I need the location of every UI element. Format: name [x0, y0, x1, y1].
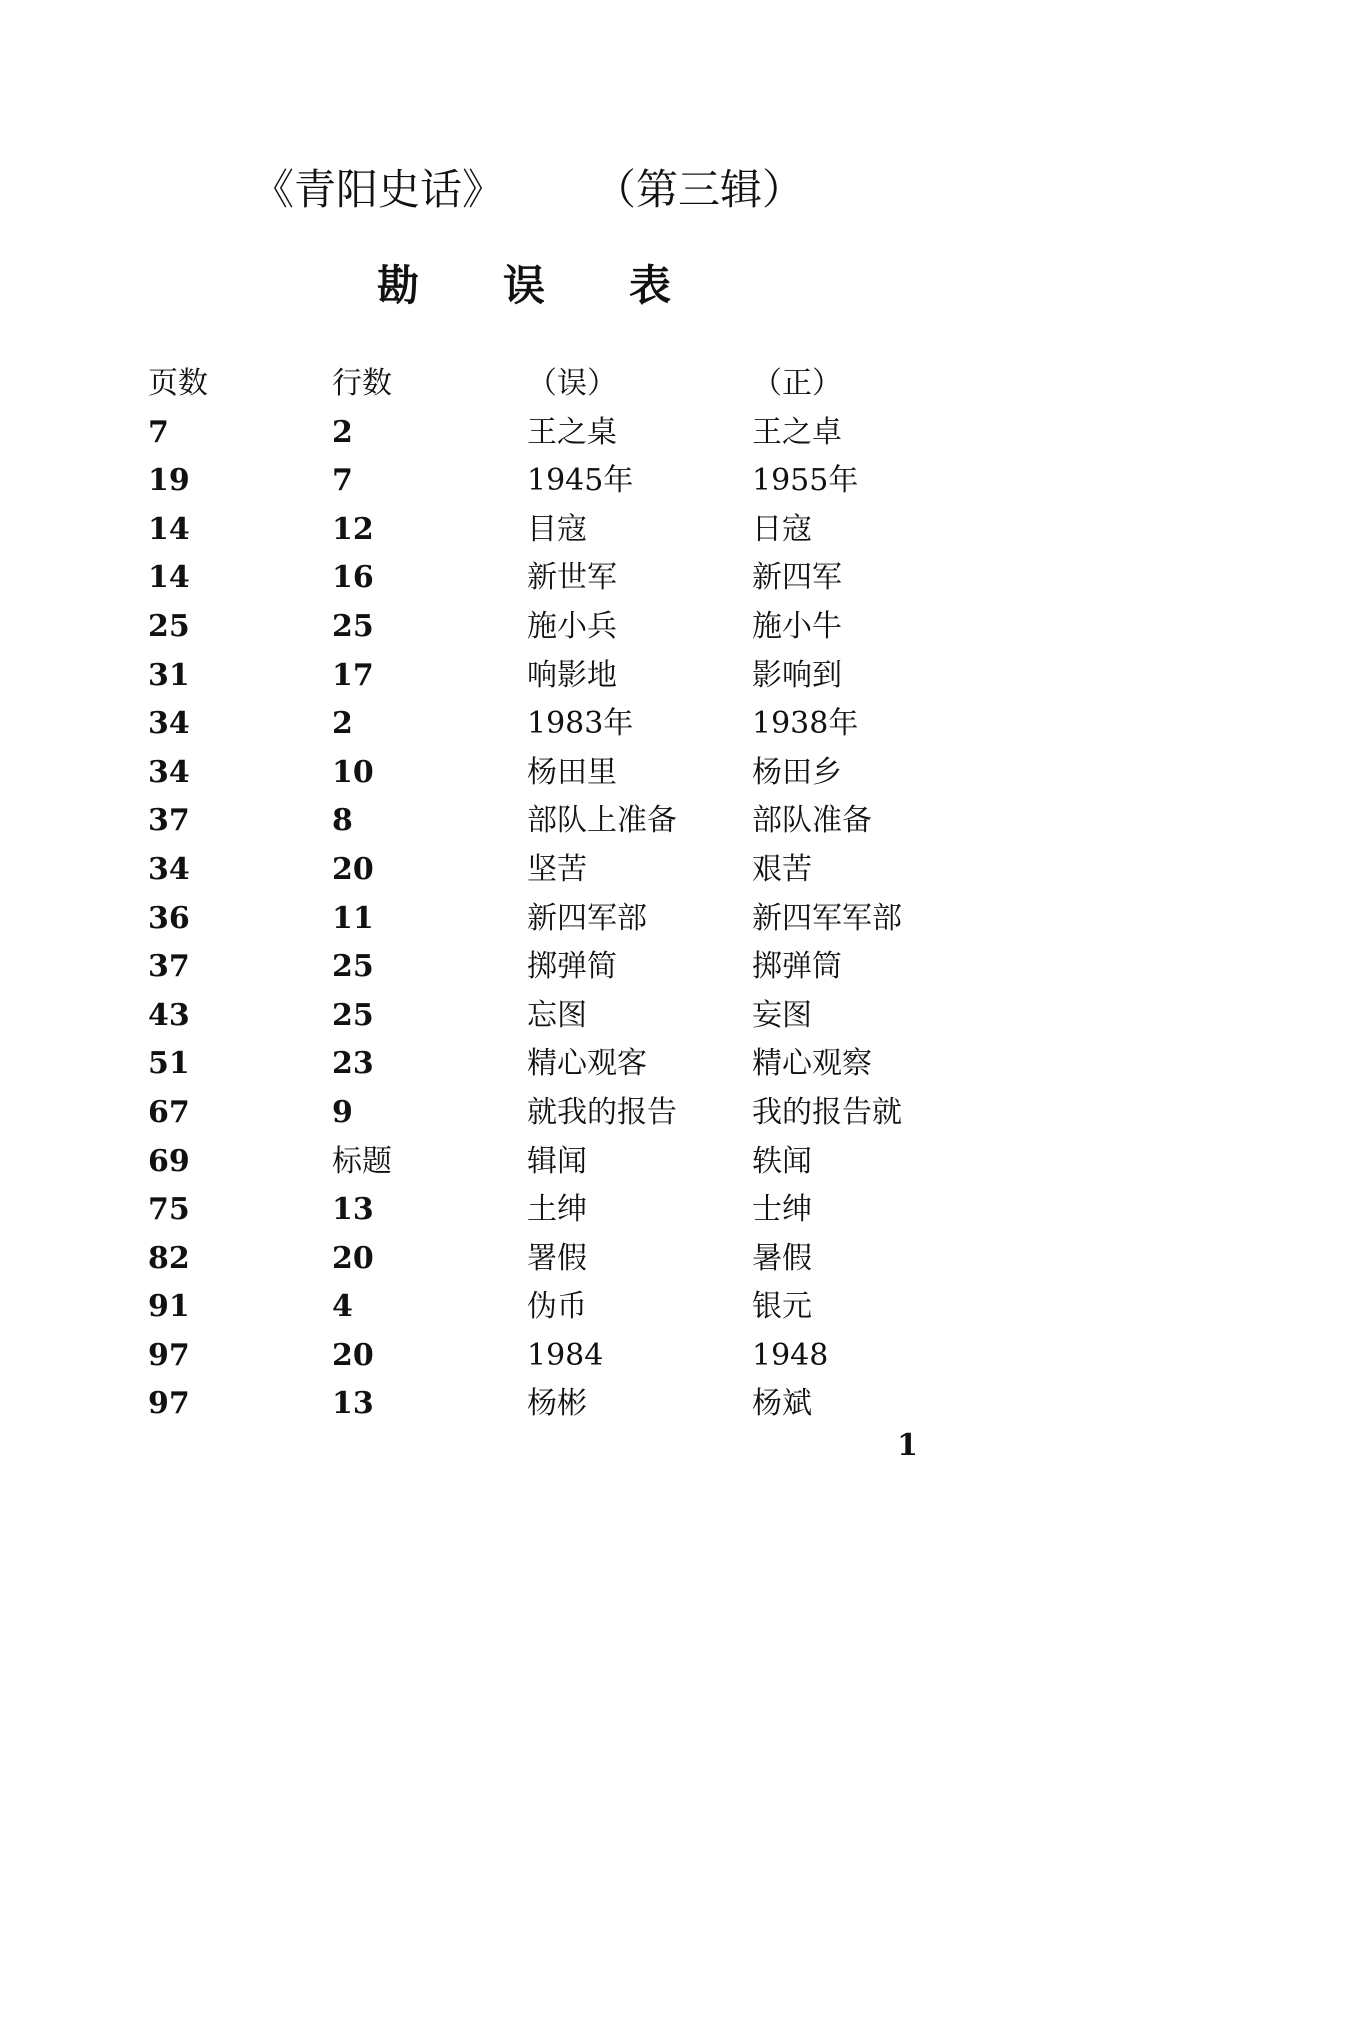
errata-table	[0, 360, 1048, 1429]
errata-wrong-cell: 新世军	[527, 560, 617, 596]
errata-rows	[0, 409, 1048, 1429]
errata-page-cell: 37	[148, 803, 190, 839]
book-name: 《青阳史话》	[251, 165, 504, 214]
volume-label: （第三辑）	[594, 165, 805, 214]
errata-wrong-cell: 辑闻	[527, 1143, 587, 1179]
errata-right-cell: 日寇	[752, 511, 812, 547]
errata-page-cell: 97	[148, 1386, 190, 1422]
errata-row	[0, 943, 1048, 992]
errata-page-cell: 34	[148, 706, 190, 742]
errata-wrong-cell: 施小兵	[527, 608, 617, 644]
errata-line-cell: 20	[332, 851, 374, 887]
errata-page-cell: 34	[148, 754, 190, 790]
errata-row	[0, 992, 1048, 1041]
errata-page-cell: 34	[148, 851, 190, 887]
errata-header-row	[0, 360, 1048, 409]
errata-right-cell: 影响到	[752, 657, 842, 693]
errata-right-cell: 我的报告就	[752, 1094, 902, 1130]
errata-line-cell: 16	[332, 560, 374, 596]
errata-right-cell: 1938年	[752, 706, 859, 742]
errata-wrong-cell: 目寇	[527, 511, 587, 547]
errata-page-cell: 36	[148, 900, 190, 936]
errata-line-cell: 12	[332, 511, 374, 547]
errata-page-cell: 14	[148, 511, 190, 547]
errata-wrong-cell: 精心观客	[527, 1046, 647, 1082]
errata-line-cell: 25	[332, 997, 374, 1033]
errata-wrong-cell: 1983年	[527, 706, 634, 742]
errata-right-cell: 银元	[752, 1289, 812, 1325]
errata-page-cell: 19	[148, 463, 190, 499]
errata-right-cell: 新四军军部	[752, 900, 902, 936]
errata-row	[0, 1380, 1048, 1429]
errata-page-cell: 14	[148, 560, 190, 596]
errata-page-cell: 67	[148, 1094, 190, 1130]
errata-row	[0, 1186, 1048, 1235]
errata-right-cell: 掷弹筒	[752, 949, 842, 985]
page-number: 1	[897, 1428, 918, 1463]
errata-page-cell: 75	[148, 1192, 190, 1228]
errata-wrong-cell: 1945年	[527, 463, 634, 499]
errata-right-cell: 1948	[752, 1337, 829, 1373]
column-header-wrong: （误）	[527, 366, 617, 401]
errata-page-cell: 69	[148, 1143, 190, 1179]
errata-wrong-cell: 伪币	[527, 1289, 587, 1325]
errata-row	[0, 895, 1048, 944]
errata-right-cell: 精心观察	[752, 1046, 872, 1082]
errata-row	[0, 506, 1048, 555]
errata-row	[0, 749, 1048, 798]
errata-wrong-cell: 土绅	[527, 1192, 587, 1228]
errata-right-cell: 部队准备	[752, 803, 872, 839]
errata-line-cell: 25	[332, 949, 374, 985]
errata-right-cell: 杨田乡	[752, 754, 842, 790]
errata-wrong-cell: 署假	[527, 1240, 587, 1276]
errata-row	[0, 700, 1048, 749]
errata-wrong-cell: 王之桌	[527, 414, 617, 450]
errata-wrong-cell: 就我的报告	[527, 1094, 677, 1130]
errata-right-cell: 新四军	[752, 560, 842, 596]
errata-right-cell: 暑假	[752, 1240, 812, 1276]
errata-page-cell: 91	[148, 1289, 190, 1325]
errata-right-cell: 施小牛	[752, 608, 842, 644]
errata-line-cell: 13	[332, 1192, 374, 1228]
errata-row	[0, 1332, 1048, 1381]
errata-row	[0, 603, 1048, 652]
errata-line-cell: 20	[332, 1240, 374, 1276]
errata-row	[0, 457, 1048, 506]
errata-page-cell: 31	[148, 657, 190, 693]
errata-right-cell: 妄图	[752, 997, 812, 1033]
errata-line-cell: 9	[332, 1094, 353, 1130]
errata-line-cell: 8	[332, 803, 353, 839]
errata-line-cell: 13	[332, 1386, 374, 1422]
errata-wrong-cell: 坚苦	[527, 851, 587, 887]
errata-wrong-cell: 杨彬	[527, 1386, 587, 1422]
errata-line-cell: 10	[332, 754, 374, 790]
errata-line-cell: 4	[332, 1289, 353, 1325]
errata-page-cell: 97	[148, 1337, 190, 1373]
errata-row	[0, 409, 1048, 458]
errata-line-cell: 2	[332, 414, 353, 450]
errata-wrong-cell: 忘图	[527, 997, 587, 1033]
errata-row	[0, 1040, 1048, 1089]
errata-page-cell: 25	[148, 608, 190, 644]
book-title	[4, 160, 1052, 220]
errata-row	[0, 797, 1048, 846]
errata-wrong-cell: 响影地	[527, 657, 617, 693]
errata-wrong-cell: 杨田里	[527, 754, 617, 790]
errata-right-cell: 王之卓	[752, 414, 842, 450]
errata-line-cell: 标题	[332, 1143, 392, 1179]
errata-row	[0, 652, 1048, 701]
errata-right-cell: 杨斌	[752, 1386, 812, 1422]
column-header-line: 行数	[332, 366, 392, 401]
errata-right-cell: 艰苦	[752, 851, 812, 887]
column-header-page: 页数	[148, 366, 208, 401]
errata-row	[0, 1138, 1048, 1187]
errata-page-cell: 43	[148, 997, 190, 1033]
errata-right-cell: 轶闻	[752, 1143, 812, 1179]
errata-wrong-cell: 掷弹简	[527, 949, 617, 985]
errata-page-cell: 82	[148, 1240, 190, 1276]
errata-line-cell: 7	[332, 463, 353, 499]
errata-heading: 勘误表	[376, 261, 755, 310]
errata-line-cell: 25	[332, 608, 374, 644]
errata-page-cell: 51	[148, 1046, 190, 1082]
errata-row	[0, 1235, 1048, 1284]
errata-wrong-cell: 新四军部	[527, 900, 647, 936]
errata-line-cell: 2	[332, 706, 353, 742]
errata-right-cell: 士绅	[752, 1192, 812, 1228]
errata-line-cell: 23	[332, 1046, 374, 1082]
errata-row	[0, 1283, 1048, 1332]
errata-wrong-cell: 1984	[527, 1337, 604, 1373]
errata-row	[0, 554, 1048, 603]
errata-page-cell: 37	[148, 949, 190, 985]
errata-wrong-cell: 部队上准备	[527, 803, 677, 839]
errata-row	[0, 846, 1048, 895]
errata-line-cell: 11	[332, 900, 374, 936]
errata-line-cell: 20	[332, 1337, 374, 1373]
errata-page-cell: 7	[148, 414, 169, 450]
column-header-right: （正）	[752, 366, 842, 401]
errata-row	[0, 1089, 1048, 1138]
errata-line-cell: 17	[332, 657, 374, 693]
errata-right-cell: 1955年	[752, 463, 859, 499]
